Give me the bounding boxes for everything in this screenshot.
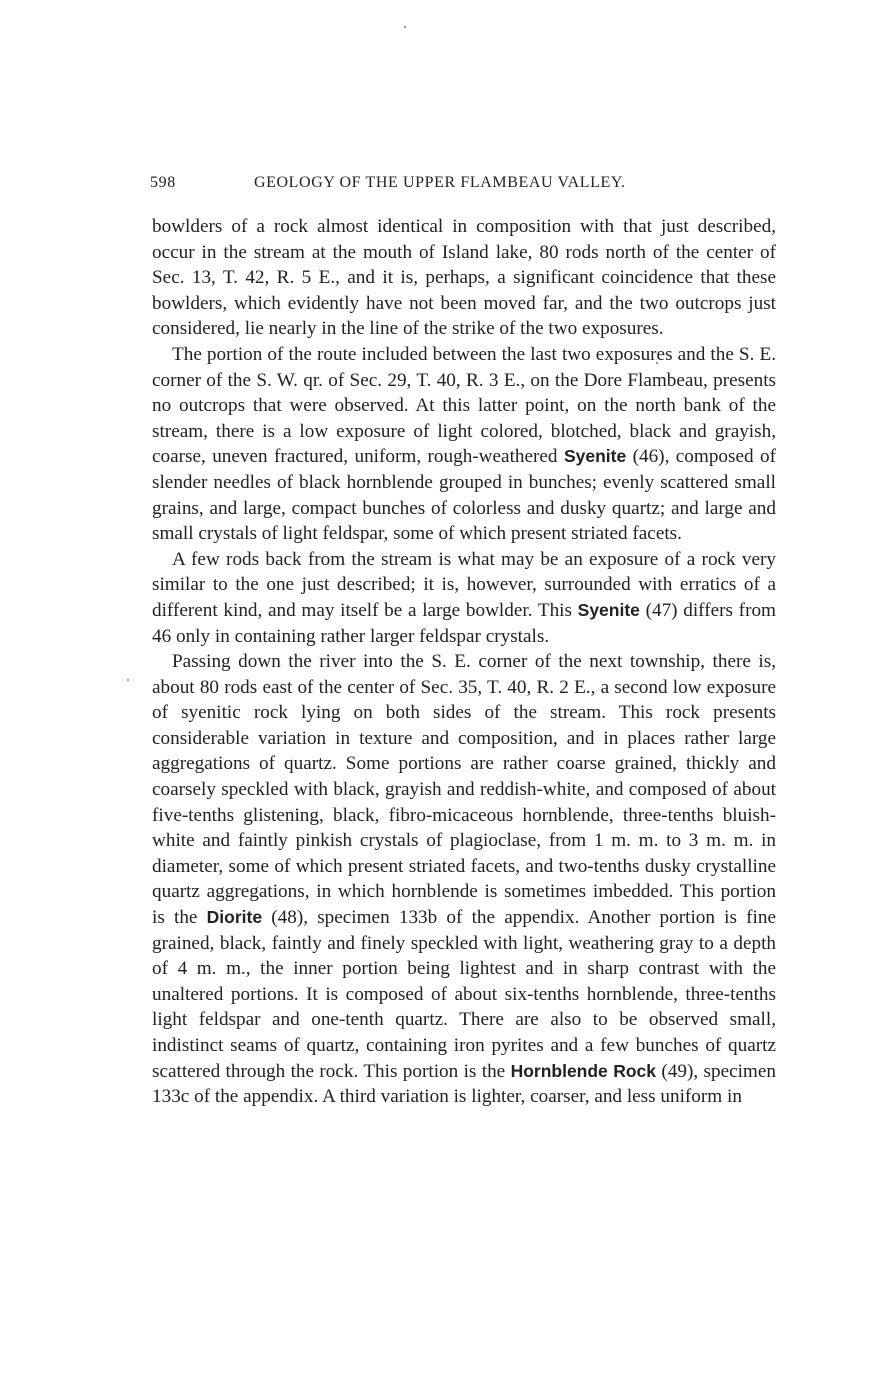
text-run: Passing down the river into the S. E. corner of the next township, there is, about 80 rods east of the center of Sec. 35, T. 40, R. 2 E., a second low exposure of syenitic rock lying on both sides of the stream. This rock presents considerable variation in texture and composition, and in places rather large aggregations of quartz. Some portions are rather coarse grained, thickly and coarsely speckled with black, grayish and reddish-white, and composed of about five-tenths glistening, black, fibro-micaceous hornblende, three-tenths bluish-white and faintly pinkish crystals of plagioclase, from 1 m. m. to 3 m. m. in diameter, some of which present striated facets, and two-tenths dusky crystalline quartz aggregations, in which hornblende is sometimes imbedded. This portion is the	[152, 651, 776, 929]
page-header	[150, 174, 776, 198]
text-run: (47) differs from 46 only in containing rather larger feldspar crystals.	[152, 599, 776, 647]
running-title: GEOLOGY OF THE UPPER FLAMBEAU VALLEY.	[254, 174, 626, 191]
page-number: 598	[150, 174, 176, 191]
paragraph	[152, 342, 776, 547]
ink-speck	[404, 26, 406, 28]
rock-name-syenite: Syenite	[563, 446, 627, 467]
text-run: bowlders of a rock almost identical in composition with that just described, occur in the stream at the mouth of Island lake, 80 rods north of the center of Sec. 13, T. 42, R. 5 E., and it is, perhaps, a significant coincidence that these bowlders, which evidently have not been moved far, and the two outcrops just considered, lie nearly in the line of the strike of the two exposures.	[152, 216, 776, 340]
rock-name-hornblende-rock: Hornblende Rock	[510, 1060, 657, 1081]
body-text	[152, 214, 776, 1110]
text-run: (49), specimen 133c of the appendix. A third variation is lighter, coarser, and less uniform in	[152, 1060, 776, 1108]
rock-name-syenite: Syenite	[577, 599, 640, 620]
rock-name-diorite: Diorite	[206, 907, 263, 928]
text-run: The portion of the route included between the last two exposures and the S. E. corner of the S. W. qr. of Sec. 29, T. 40, R. 3 E., on the Dore Flambeau, presents no outcrops that were observed. At this latter point, on the north bank of the stream, there is a low exposure of light colored, blotched, black and grayish, coarse, uneven fractured, uniform, rough-weathered	[152, 343, 776, 468]
paragraph	[152, 547, 776, 649]
ink-speck	[127, 679, 129, 681]
text-run: (48), specimen 133b of the appendix. Another portion is fine grained, black, faintly and finely speckled with light, weathering gray to a depth of 4 m. m., the inner portion being lightest and in sharp contrast with the unaltered portions. It is composed of about six-tenths hornblende, three-tenths light feldspar and one-tenth quartz. There are also to be observed small, indistinct seams of quartz, containing iron pyrites and a few bunches of quartz scattered through the rock. This portion is the	[152, 907, 776, 1082]
text-run: (46), composed of slender needles of black hornblende grouped in bunches; evenly scattered small grains, and large, compact bunches of colorless and dusky quartz; and large and small crystals of light feldspar, some of which present striated facets.	[152, 446, 776, 545]
paragraph-continued	[152, 214, 776, 342]
paragraph	[152, 649, 776, 1110]
text-run: A few rods back from the stream is what may be an exposure of a rock very similar to the one just described; it is, however, surrounded with erratics of a different kind, and may itself be a large bowlder. This	[152, 548, 776, 621]
